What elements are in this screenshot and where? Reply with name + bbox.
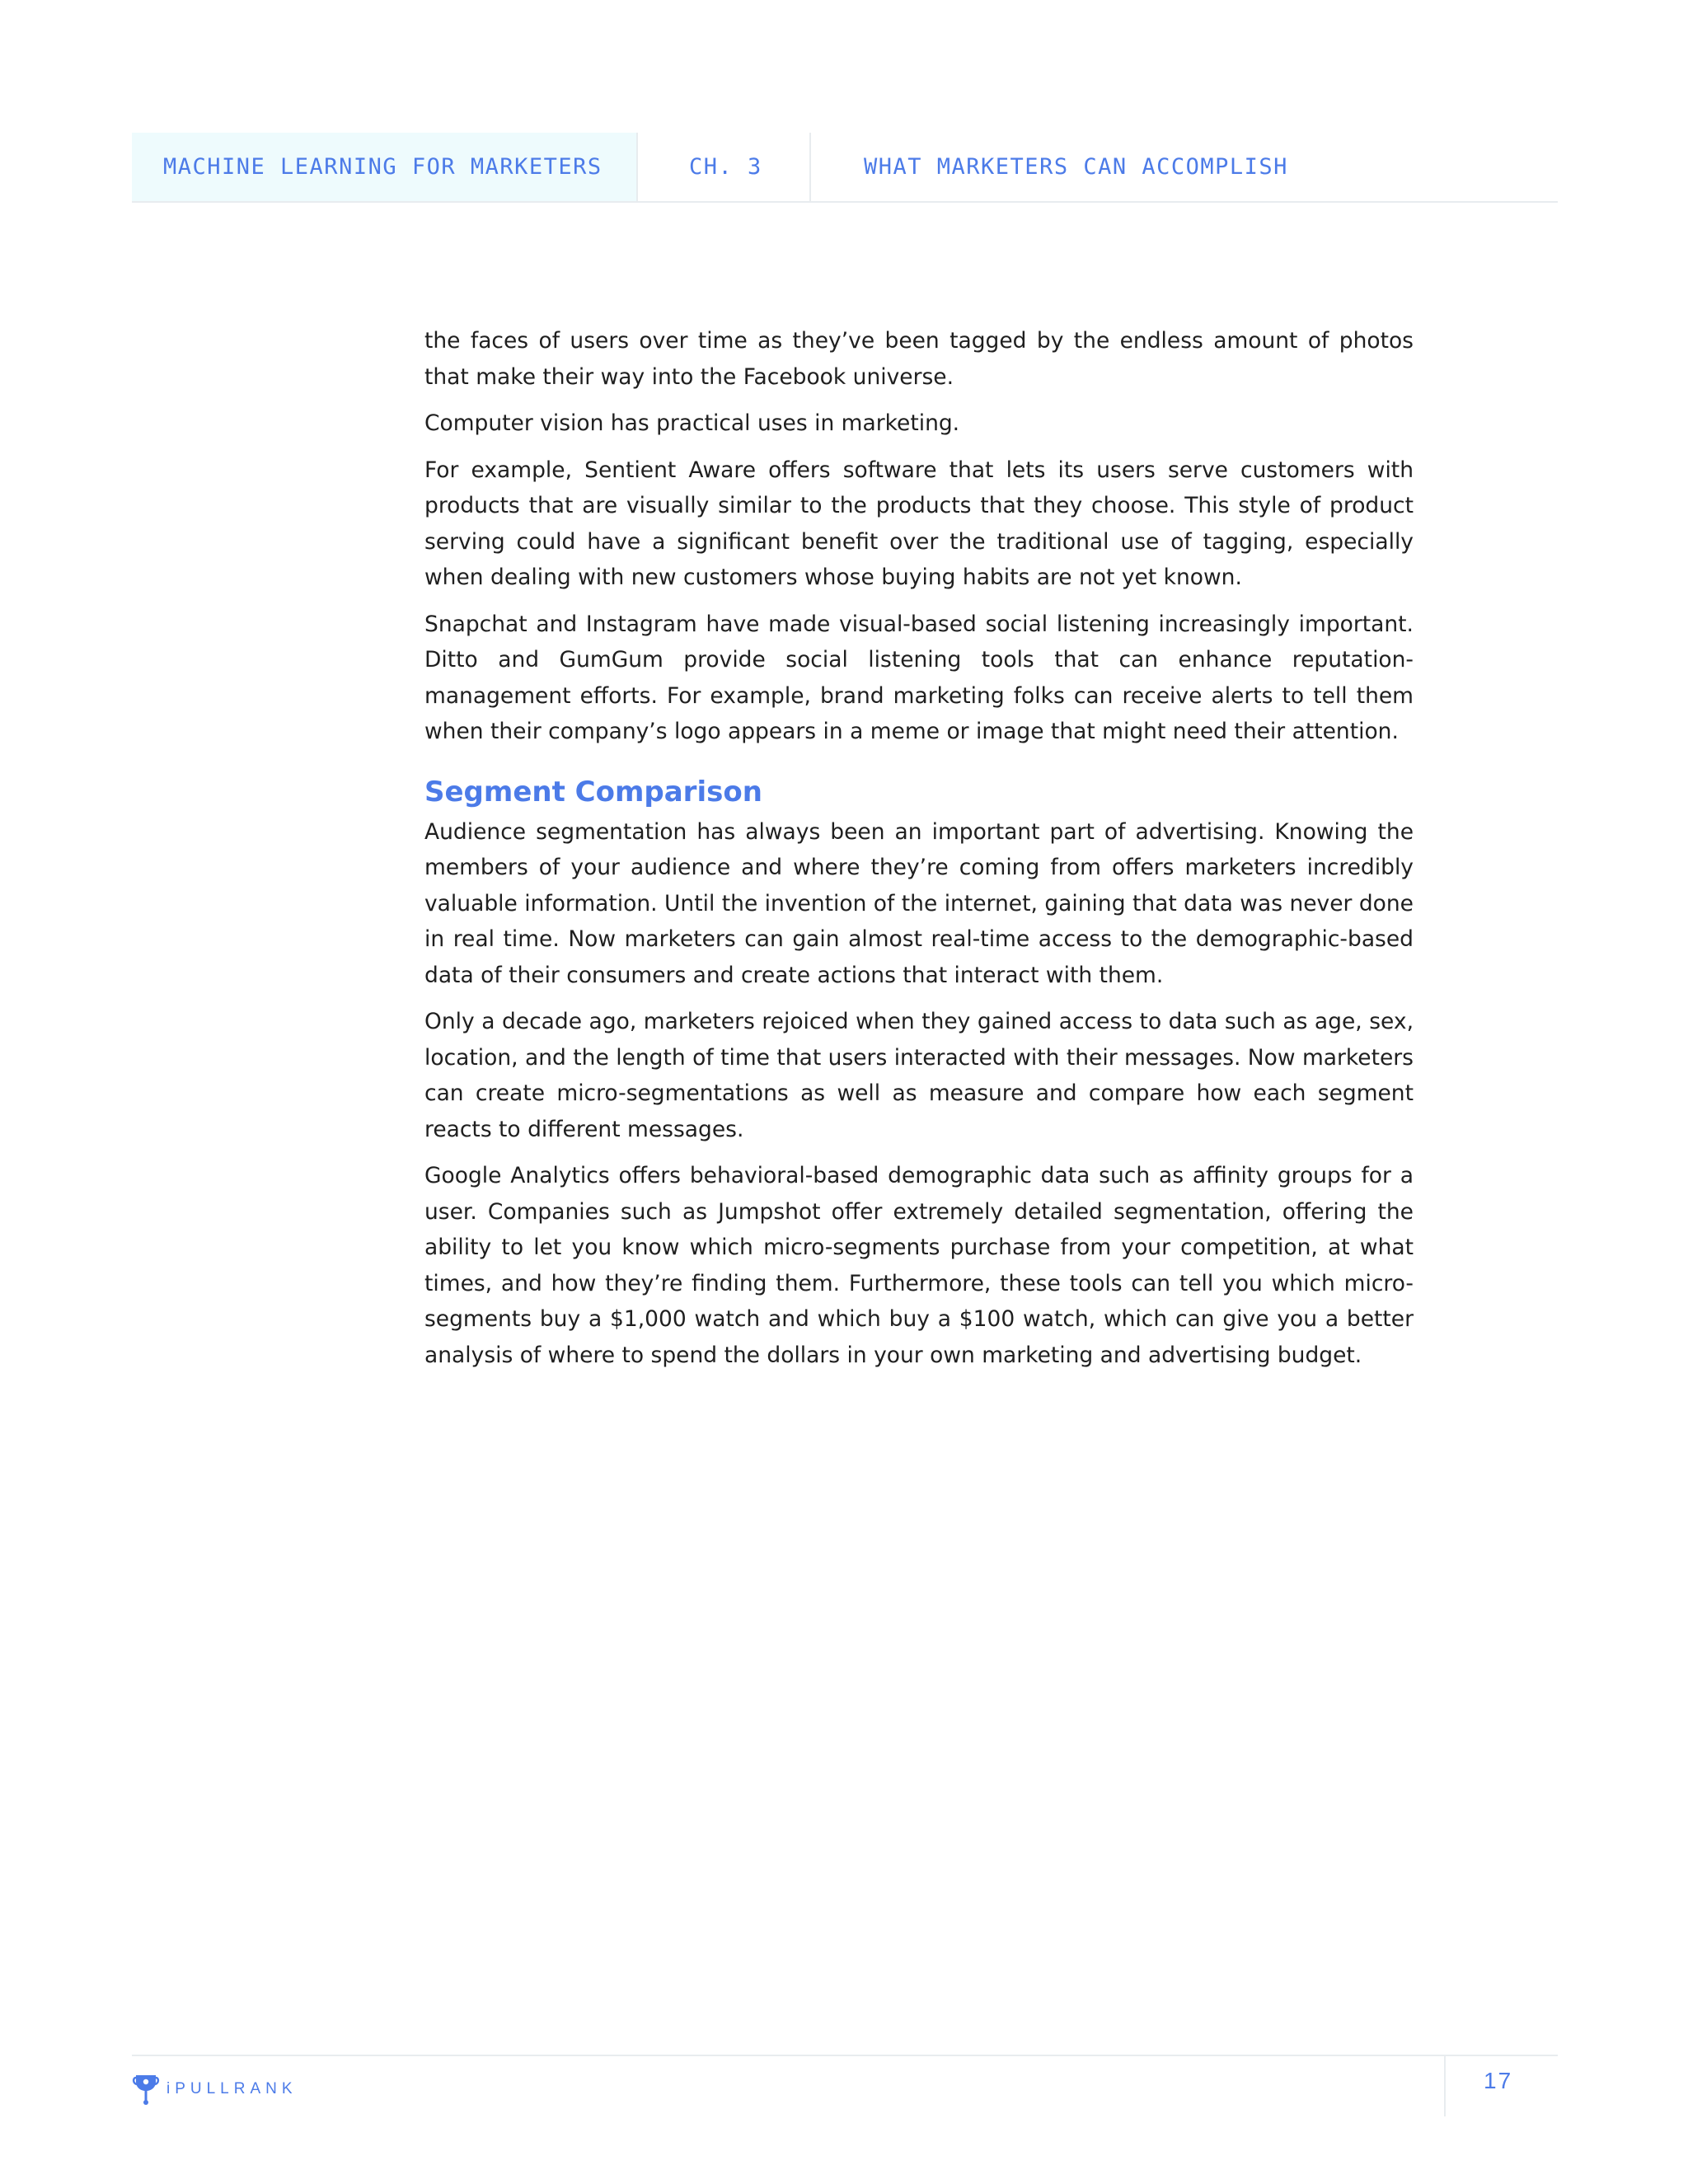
header-book-title: MACHINE LEARNING FOR MARKETERS <box>132 133 638 201</box>
paragraph-google-analytics: Google Analytics offers behavioral-based demographic data such as affinity groups for a user. Companies such as Jumpshot offer extremely detailed segmentation, offering the ability to let you know which micro-segments purchase from your competition, at what times, and how they’re finding them. Furthermore, these tools can tell you which micro-segments buy a $1,000 watch and which buy a $100 watch, which can give you a better analysis of where to spend the dollars in your own marketing and advertising budget. <box>424 1163 1414 1368</box>
page-number: 17 <box>1484 2068 1513 2093</box>
paragraph-audience-segmentation: Audience segmentation has always been an important part of advertising. Knowing the members of your audience and where they’re coming from offers marketers incredibly valuable information. Until the invention of the internet, gaining that data was never done in real time. Now marketers can gain almost real-time access to the demographic-based data of their consumers and create actions that interact with them. <box>424 818 1414 988</box>
running-header <box>132 133 1558 203</box>
page-body <box>424 323 1414 1384</box>
section-heading-segment-comparison: Segment Comparison <box>424 775 762 808</box>
paragraph-computer-vision: Computer vision has practical uses in marketing. <box>424 410 960 436</box>
paragraph-faces-continued: the faces of users over time as they’ve been tagged by the endless amount of photos that make their way into the Facebook universe. <box>424 328 1414 390</box>
page-footer <box>132 2055 1558 2116</box>
paragraph-micro-segmentation: Only a decade ago, marketers rejoiced when they gained access to data such as age, sex, location, and the length of time that users interacted with their messages. Now marketers can create micro-segmentations as well as measure and compare how each segment reacts to different messages. <box>424 1009 1414 1142</box>
brand-logo-text: iPULLRANK <box>166 2080 298 2097</box>
paragraph-social-listening: Snapchat and Instagram have made visual-based social listening increasingly important. Ditto and GumGum provide social listening tools that can enhance reputation-management efforts. For example, brand marketing folks can receive alerts to tell them when their company’s logo appears in a meme or image that might need their attention. <box>424 611 1414 744</box>
brand-logo <box>132 2073 298 2106</box>
footer-divider <box>1444 2056 1446 2116</box>
trophy-pin-icon <box>132 2073 160 2106</box>
header-section-title: WHAT MARKETERS CAN ACCOMPLISH <box>864 154 1288 180</box>
header-chapter: CH. 3 <box>638 133 811 201</box>
paragraph-sentient-aware: For example, Sentient Aware offers software that lets its users serve customers with products that are visually similar to the products that they choose. This style of product serving could have a significant benefit over the traditional use of tagging, especially when dealing with new customers whose buying habits are not yet known. <box>424 457 1414 590</box>
